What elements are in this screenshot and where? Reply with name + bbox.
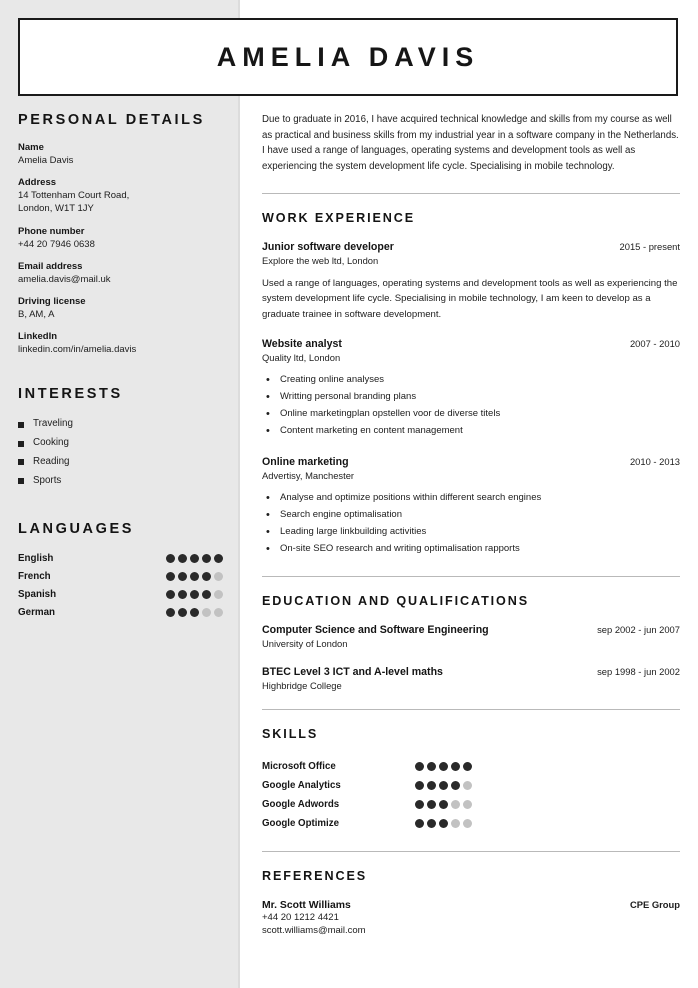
personal-detail-value: linkedin.com/in/amelia.davis: [18, 344, 137, 356]
section-divider: [262, 193, 680, 194]
languages-heading: LANGUAGES: [18, 520, 135, 537]
job-bullet-list: [262, 372, 680, 440]
skill-rating: [415, 762, 472, 771]
language-row: [18, 586, 223, 604]
personal-detail-label: Name: [18, 142, 44, 153]
rating-dot: [166, 572, 175, 581]
rating-dot: [439, 781, 448, 790]
job-company: Explore the web ltd, London: [262, 254, 379, 266]
language-rating: [166, 608, 223, 617]
interest-item: [18, 434, 223, 453]
personal-detail-group: [18, 176, 223, 215]
language-rating: [166, 572, 223, 581]
skills-heading: SKILLS: [262, 726, 319, 741]
language-label: Spanish: [18, 589, 57, 601]
skill-rating: [415, 819, 472, 828]
personal-detail-group: [18, 141, 223, 167]
education-entry-header: [262, 666, 680, 678]
personal-detail-value: Amelia Davis: [18, 155, 74, 167]
degree-title: BTEC Level 3 ICT and A-level maths: [262, 665, 443, 678]
personal-detail-value: amelia.davis@mail.uk: [18, 273, 111, 285]
personal-detail-value: B, AM, A: [18, 309, 55, 321]
rating-dot: [214, 554, 223, 563]
rating-dot: [463, 800, 472, 809]
personal-detail-label: Address: [18, 177, 57, 189]
language-label: German: [18, 607, 56, 619]
rating-dot: [190, 608, 199, 617]
education-heading: EDUCATION AND QUALIFICATIONS: [262, 593, 530, 608]
job-bullet: • Writting personal branding plans: [262, 389, 680, 406]
personal-detail-group: [18, 225, 223, 251]
interest-label: Traveling: [33, 418, 73, 430]
language-rating: [166, 590, 223, 599]
work-entry-header: [262, 338, 680, 350]
job-company: Advertisy, Manchester: [262, 470, 355, 482]
degree-date: sep 2002 - jun 2007: [597, 623, 680, 635]
square-bullet-icon: [18, 441, 24, 447]
skill-row: [262, 776, 680, 795]
rating-dot: [415, 762, 424, 771]
reference-name: Mr. Scott Williams: [262, 899, 351, 911]
rating-dot: [415, 819, 424, 828]
rating-dot: [190, 572, 199, 581]
personal-detail-label: Phone number: [18, 225, 85, 237]
work-entry-header: [262, 456, 680, 468]
institution-name: University of London: [262, 637, 348, 649]
education-entry: [262, 624, 680, 649]
section-divider: [262, 851, 680, 852]
skill-row: [262, 814, 680, 833]
rating-dot: [190, 554, 199, 563]
rating-dot: [427, 800, 436, 809]
personal-details-heading: PERSONAL DETAILS: [18, 112, 205, 128]
job-title: Website analyst: [262, 338, 342, 351]
page-title: AMELIA DAVIS: [216, 41, 480, 72]
degree-date: sep 1998 - jun 2002: [597, 665, 680, 677]
personal-detail-label: LinkedIn: [18, 331, 58, 343]
personal-detail-label: Driving license: [18, 295, 86, 307]
language-row: [18, 604, 223, 622]
rating-dot: [190, 590, 199, 599]
language-row: [18, 550, 223, 568]
references-heading: REFERENCES: [262, 868, 368, 883]
rating-dot: [214, 572, 223, 581]
skill-row: [262, 757, 680, 776]
rating-dot: [178, 608, 187, 617]
work-experience-heading: WORK EXPERIENCE: [262, 210, 416, 225]
rating-dot: [463, 819, 472, 828]
personal-detail-value: +44 20 7946 0638: [18, 238, 95, 250]
skill-rating: [415, 781, 472, 790]
language-label: French: [18, 571, 51, 583]
language-row: [18, 568, 223, 586]
skill-label: Microsoft Office: [262, 760, 336, 772]
reference-header: [262, 899, 680, 911]
job-bullet: • Content marketing en content management: [262, 423, 680, 440]
reference-email: scott.williams@mail.com: [262, 925, 366, 937]
section-divider: [262, 709, 680, 710]
rating-dot: [439, 800, 448, 809]
reference-entry: [262, 899, 680, 939]
interest-label: Reading: [33, 456, 70, 468]
profile-summary: Due to graduate in 2016, I have acquired technical knowledge and skills from my course as well as practical and business skills from my industrial year in a software company in the Netherlands. I have used a range of languages, operating systems and development tools as well as experiencing the system development life cycle. Specialising in mobile technology.: [262, 114, 679, 173]
reference-company: CPE Group: [629, 898, 680, 910]
job-bullet: • Creating online analyses: [262, 372, 680, 389]
work-entry: [262, 241, 680, 323]
work-entry: [262, 338, 680, 440]
education-entry-header: [262, 624, 680, 636]
rating-dot: [439, 819, 448, 828]
rating-dot: [166, 554, 175, 563]
degree-title: Computer Science and Software Engineering: [262, 623, 489, 636]
work-experience-list: [262, 241, 680, 558]
personal-detail-value: 14 Tottenham Court Road,: [18, 190, 130, 202]
skill-label: Google Analytics: [262, 779, 341, 791]
rating-dot: [166, 608, 175, 617]
rating-dot: [427, 781, 436, 790]
name-header-box: [18, 18, 678, 96]
interest-item: [18, 472, 223, 491]
main-column: [262, 112, 680, 938]
rating-dot: [463, 781, 472, 790]
rating-dot: [415, 781, 424, 790]
rating-dot: [451, 819, 460, 828]
job-date: 2007 - 2010: [629, 338, 680, 350]
personal-detail-group: [18, 330, 223, 356]
rating-dot: [202, 590, 211, 599]
rating-dot: [439, 762, 448, 771]
rating-dot: [415, 800, 424, 809]
rating-dot: [214, 608, 223, 617]
interests-heading: INTERESTS: [18, 386, 123, 403]
personal-detail-group: [18, 295, 223, 321]
skills-list: [262, 757, 680, 833]
work-entry: [262, 456, 680, 558]
rating-dot: [166, 590, 175, 599]
skill-rating: [415, 800, 472, 809]
rating-dot: [427, 762, 436, 771]
interests-list: [18, 415, 223, 490]
reference-phone: +44 20 1212 4421: [262, 911, 339, 923]
rating-dot: [178, 572, 187, 581]
job-title: Junior software developer: [262, 240, 394, 253]
language-rating: [166, 554, 223, 563]
job-title: Online marketing: [262, 456, 349, 469]
education-entry: [262, 666, 680, 691]
job-company: Quality ltd, London: [262, 352, 341, 364]
job-description: Used a range of languages, operating systems and development tools as well as experiencing the system development life cycle. Specialising in mobile technology, I am keen to develop as a graduate trainee in software development.: [262, 277, 678, 320]
personal-detail-value: London, W1T 1JY: [18, 203, 94, 215]
interest-item: [18, 415, 223, 434]
interest-item: [18, 453, 223, 472]
job-bullet: • On-site SEO research and writing optimalisation rapports: [262, 541, 680, 558]
job-date: 2015 - present: [619, 240, 680, 252]
skill-row: [262, 795, 680, 814]
job-bullet: • Analyse and optimize positions within different search engines: [262, 490, 680, 507]
institution-name: Highbridge College: [262, 679, 342, 691]
sidebar-divider: [238, 0, 240, 988]
square-bullet-icon: [18, 459, 24, 465]
languages-list: [18, 550, 223, 622]
skill-label: Google Adwords: [262, 798, 340, 810]
personal-detail-group: [18, 260, 223, 286]
square-bullet-icon: [18, 478, 24, 484]
language-label: English: [18, 553, 54, 565]
rating-dot: [214, 590, 223, 599]
interest-label: Cooking: [33, 437, 69, 449]
square-bullet-icon: [18, 422, 24, 428]
job-bullet: • Online marketingplan opstellen voor de diverse titels: [262, 406, 680, 423]
job-bullet: • Leading large linkbuilding activities: [262, 524, 680, 541]
rating-dot: [202, 608, 211, 617]
rating-dot: [451, 800, 460, 809]
rating-dot: [202, 554, 211, 563]
rating-dot: [178, 590, 187, 599]
rating-dot: [202, 572, 211, 581]
rating-dot: [451, 781, 460, 790]
skill-label: Google Optimize: [262, 817, 339, 829]
rating-dot: [463, 762, 472, 771]
personal-details-list: [18, 141, 223, 356]
sidebar: [18, 112, 223, 622]
education-list: [262, 624, 680, 691]
rating-dot: [427, 819, 436, 828]
section-divider: [262, 576, 680, 577]
rating-dot: [178, 554, 187, 563]
interest-label: Sports: [33, 474, 62, 486]
rating-dot: [451, 762, 460, 771]
job-date: 2010 - 2013: [629, 456, 680, 468]
job-bullet-list: [262, 490, 680, 558]
work-entry-header: [262, 241, 680, 253]
personal-detail-label: Email address: [18, 260, 83, 272]
job-bullet: • Search engine optimalisation: [262, 507, 680, 524]
